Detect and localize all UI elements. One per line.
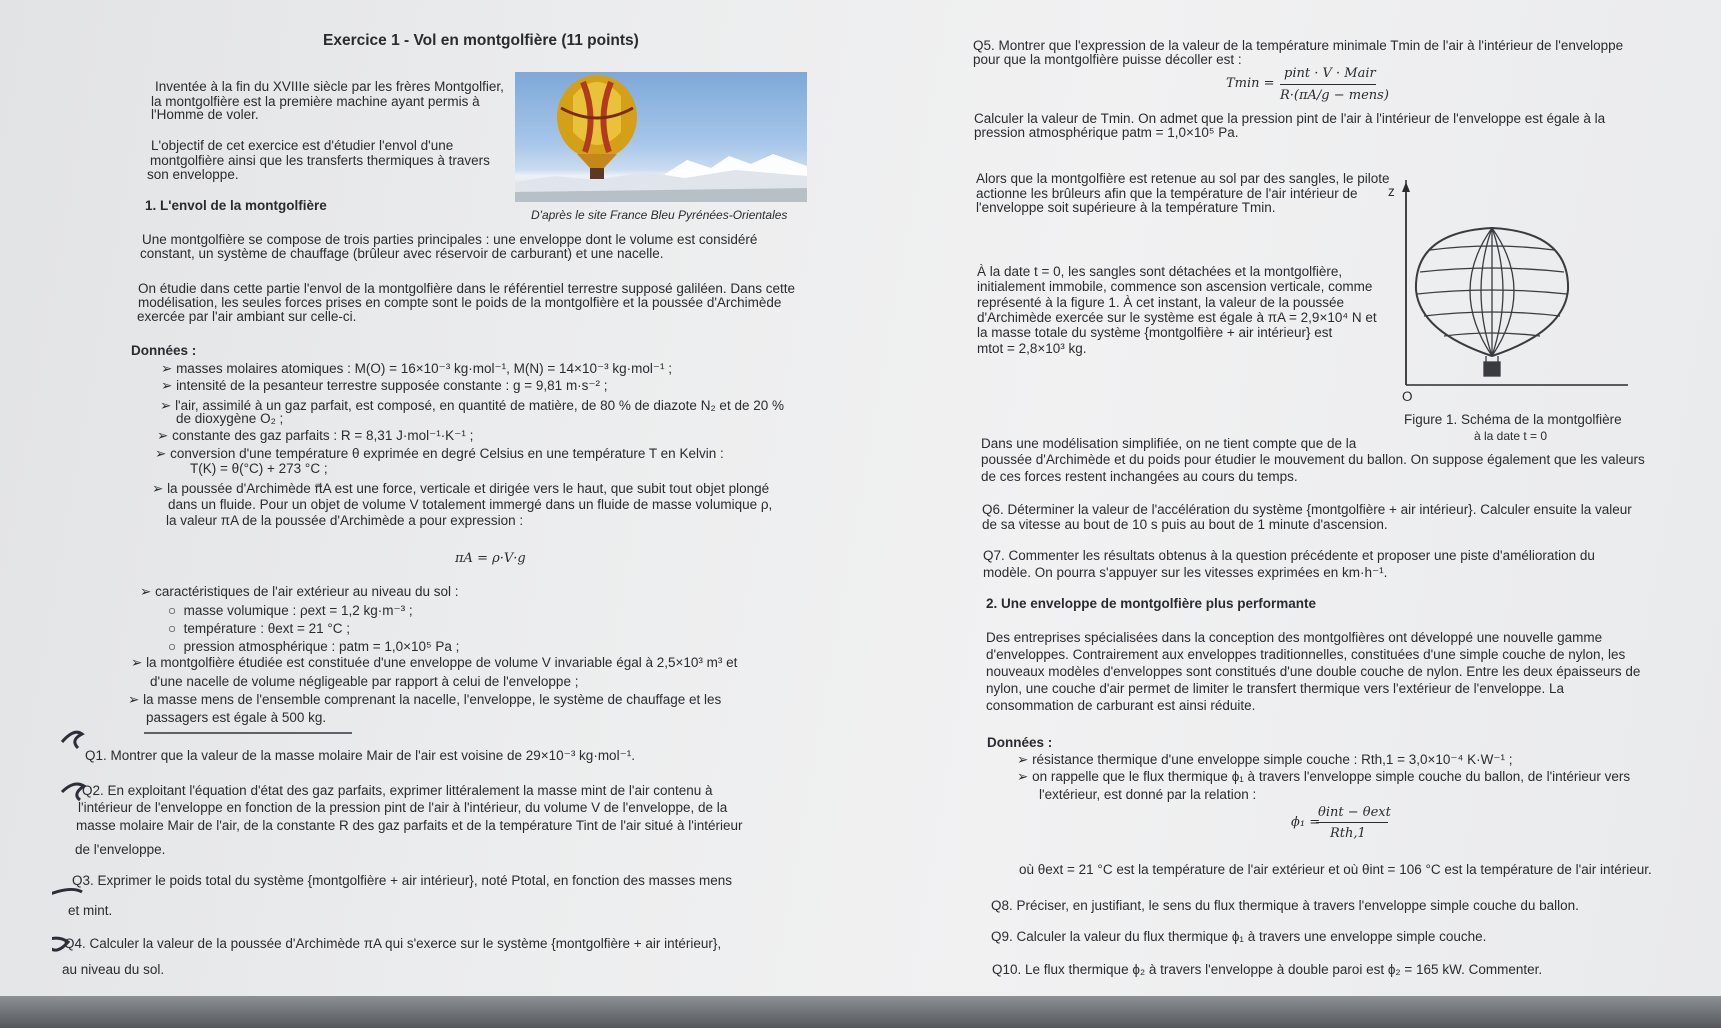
air-text: masse volumique : ρext = 1,2 kg·m⁻³ ; (183, 603, 413, 618)
air-item: ○ pression atmosphérique : patm = 1,0×10⁵ Pa ; (168, 639, 460, 654)
intro-line: la montgolfière est la première machine ayant permis à (151, 94, 480, 109)
question-q1: Q1. Montrer que la valeur de la masse molaire Mair de l'air est voisine de 29×10⁻³ kg·mol⁻¹. (85, 748, 635, 763)
question-q10: Q10. Le flux thermique ϕ₂ à travers l'enveloppe à double paroi est ϕ₂ = 165 kW. Commenter. (992, 962, 1543, 977)
data-text: T(K) = θ(°C) + 273 °C ; (190, 461, 328, 476)
paragraph-line: d'enveloppes. Contrairement aux enveloppes traditionnelles, constituées d'une simple couche de nylon, les (986, 647, 1626, 662)
question-q8: Q8. Préciser, en justifiant, le sens du flux thermique à travers l'enveloppe simple couche du ballon. (991, 898, 1579, 913)
intro-line: l'Homme de voler. (151, 107, 259, 122)
question-q2-line: l'intérieur de l'enveloppe en fonction de la pression pint de l'air à l'intérieur, du volume V de l'enveloppe, de la (78, 800, 728, 815)
objective-line: montgolfière ainsi que les transferts thermiques à travers (150, 153, 490, 168)
paragraph-line: constant, un système de chauffage (brûleur avec réservoir de carburant) et une nacelle. (140, 246, 664, 261)
data-item: ➢ intensité de la pesanteur terrestre supposée constante : g = 9,81 m·s⁻² ; (161, 378, 608, 393)
section-2-title: 2. Une enveloppe de montgolfière plus performante (986, 596, 1317, 611)
question-q4: Q4. Calculer la valeur de la poussée d'Archimède πA qui s'exerce sur le système {montgolfière + air intérieur}, (64, 936, 722, 951)
temperature-note: où θext = 21 °C est la température de l'air extérieur et où θint = 106 °C est la température de l'air intérieur. (1019, 862, 1652, 877)
paragraph-line: nouveaux modèles d'enveloppes sont constitués d'une double couche de nylon. Entre les deux épaisseurs de (986, 664, 1641, 679)
question-q3: Q3. Exprimer le poids total du système {montgolfière + air intérieur}, noté Ptotal, en fonction des masses mens (72, 873, 732, 888)
data-text: dans un fluide. Pour un objet de volume V totalement immergé dans un fluide de masse volumique ρ, (168, 497, 773, 512)
air-text: température : θext = 21 °C ; (183, 621, 351, 636)
question-q2: Q2. En exploitant l'équation d'état des gaz parfaits, exprimer littéralement la masse mint de l'air contenu à (82, 783, 713, 798)
paragraph-line: Alors que la montgolfière est retenue au sol par des sangles, le pilote (976, 171, 1390, 186)
data-item: ➢ la poussée d'Archimède π⃗A est une force, verticale et dirigée vers le haut, que subit tout objet plongé (152, 481, 770, 496)
paragraph-line: nylon, une couche d'air permet de limiter le transfert thermique vers l'extérieur de l'enveloppe. La (986, 681, 1565, 696)
data-text: caractéristiques de l'air extérieur au niveau du sol : (155, 584, 459, 599)
image-caption: D'après le site France Bleu Pyrénées-Orientales (531, 208, 788, 222)
paragraph-line: exercée par l'air ambiant sur celle-ci. (137, 309, 357, 324)
intro-line: Inventée à la fin du XVIIIe siècle par les frères Montgolfier, (155, 79, 504, 94)
data-text: d'une nacelle de volume négligeable par rapport à celui de l'enveloppe ; (150, 674, 579, 689)
paragraph-line: représenté à la figure 1. À cet instant, la valeur de la poussée (977, 295, 1344, 310)
axis-z-label: z (1388, 184, 1395, 199)
data-item: ➢ résistance thermique d'une enveloppe simple couche : Rth,1 = 3,0×10⁻⁴ K·W⁻¹ ; (1017, 752, 1513, 767)
data-text: constante des gaz parfaits : R = 8,31 J·mol⁻¹·K⁻¹ ; (172, 428, 474, 443)
donnees-title: Données : (987, 735, 1053, 750)
fraction-bar (1316, 822, 1388, 823)
question-q6-line: de sa vitesse au bout de 10 s puis au bout de 1 minute d'ascension. (982, 517, 1388, 532)
data-text: conversion d'une température θ exprimée en degré Celsius en une température T en Kelvin : (170, 446, 724, 461)
section-1-title: 1. L'envol de la montgolfière (145, 198, 327, 213)
air-item: ○ masse volumique : ρext = 1,2 kg·m⁻³ ; (168, 603, 413, 618)
paragraph-line: consommation de carburant est ainsi réduite. (986, 698, 1256, 713)
question-q5-line: Calculer la valeur de Tmin. On admet que la pression pint de l'air à l'intérieur de l'enveloppe est égale à la (974, 111, 1606, 126)
question-q3-line: et mint. (68, 903, 113, 918)
question-q2-line: de l'enveloppe. (75, 842, 166, 857)
data-text: l'air, assimilé à un gaz parfait, est composé, en quantité de matière, de 80 % de diazote N₂ et de 20 % (175, 398, 784, 413)
axis-origin-label: O (1402, 389, 1413, 404)
air-item: ○ température : θext = 21 °C ; (168, 621, 351, 636)
question-q5-line: pression atmosphérique patm = 1,0×10⁵ Pa. (974, 125, 1239, 140)
phi-lhs: ϕ₁ = (1291, 815, 1321, 830)
data-item: ➢ la montgolfière étudiée est constituée d'une enveloppe de volume V invariable égal à 2,5×10³ m³ et (131, 655, 738, 670)
paragraph-line: À la date t = 0, les sangles sont détachées et la montgolfière, (977, 264, 1343, 279)
question-q2-line: masse molaire Mair de l'air, de la constante R des gaz parfaits et de la température Tint de l'air situé à l'intérieur (76, 818, 743, 833)
data-text: la masse mens de l'ensemble comprenant la nacelle, l'enveloppe, le système de chauffage et les (143, 692, 722, 707)
data-text: masses molaires atomiques : M(O) = 16×10⁻³ kg·mol⁻¹, M(N) = 14×10⁻³ kg·mol⁻¹ ; (176, 361, 672, 376)
data-item: ➢ conversion d'une température θ exprimée en degré Celsius en une température T en Kelvin : (155, 446, 724, 461)
paragraph-line: Des entreprises spécialisées dans la conception des montgolfières ont développé une nouvelle gamme (986, 630, 1603, 645)
data-text: la montgolfière étudiée est constituée d'une enveloppe de volume V invariable égal à 2,5×10³ m³ et (146, 655, 738, 670)
data-text: passagers est égale à 500 kg. (146, 710, 327, 725)
paragraph-line: de ces forces restent inchangées au cours du temps. (981, 469, 1298, 484)
balloon-photo (515, 72, 807, 202)
paragraph-line: On étudie dans cette partie l'envol de la montgolfière dans le référentiel terrestre supposé galiléen. Dans cette (138, 281, 795, 296)
paragraph-line: Une montgolfière se compose de trois parties principales : une enveloppe dont le volume est considéré (142, 232, 758, 247)
data-item: ➢ masses molaires atomiques : M(O) = 16×10⁻³ kg·mol⁻¹, M(N) = 14×10⁻³ kg·mol⁻¹ ; (161, 361, 672, 376)
question-q9: Q9. Calculer la valeur du flux thermique ϕ₁ à travers une enveloppe simple couche. (991, 929, 1487, 944)
figure-caption-date: à la date t = 0 (1474, 429, 1548, 443)
paragraph-line: poussée d'Archimède et du poids pour étudier le mouvement du ballon. On suppose également que les valeurs (981, 452, 1645, 467)
paragraph-line: actionne les brûleurs afin que la température de l'air intérieur de (976, 186, 1358, 201)
paragraph-line: mtot = 2,8×10³ kg. (977, 341, 1087, 356)
data-text: de dioxygène O₂ ; (176, 411, 284, 426)
figure-1-diagram (1370, 180, 1640, 390)
question-q6: Q6. Déterminer la valeur de l'accélération du système {montgolfière + air intérieur}. Calculer ensuite la valeur (982, 502, 1632, 517)
phi-denominator: Rth,1 (1330, 826, 1366, 841)
phi-numerator: θint − θext (1318, 805, 1391, 820)
paragraph-line: l'enveloppe soit supérieure à la température Tmin. (976, 200, 1276, 215)
table-surface (0, 996, 1721, 1028)
air-text: pression atmosphérique : patm = 1,0×10⁵ Pa ; (183, 639, 460, 654)
archimede-formula: πA = ρ·V·g (455, 551, 526, 566)
data-item: ➢ caractéristiques de l'air extérieur au niveau du sol : (140, 584, 459, 599)
question-q4-line: au niveau du sol. (62, 962, 165, 977)
paragraph-line: initialement immobile, commence son ascension verticale, comme (977, 279, 1373, 294)
paragraph-line: d'Archimède exercée sur le système est égale à πA = 2,9×10⁴ N et (977, 310, 1377, 325)
data-text: la valeur πA de la poussée d'Archimède a pour expression : (166, 513, 524, 528)
tmin-numerator: pint · V · Mair (1284, 66, 1376, 81)
data-item: ➢ la masse mens de l'ensemble comprenant la nacelle, l'enveloppe, le système de chauffage et les (128, 692, 722, 707)
question-q5-line: pour que la montgolfière puisse décoller est : (973, 52, 1242, 67)
paragraph-line: Dans une modélisation simplifiée, on ne tient compte que de la (981, 436, 1357, 451)
donnees-title: Données : (131, 343, 197, 358)
paragraph-line: modélisation, les seules forces prises en compte sont le poids de la montgolfière et la poussée d'Archimède (138, 295, 782, 310)
data-text: intensité de la pesanteur terrestre supposée constante : g = 9,81 m·s⁻² ; (176, 378, 608, 393)
figure-caption: Figure 1. Schéma de la montgolfière (1404, 412, 1622, 427)
objective-line: son enveloppe. (147, 167, 239, 182)
tmin-lhs: Tmin = (1226, 76, 1275, 91)
data-text: l'extérieur, est donné par la relation : (1039, 787, 1257, 802)
exercise-title: Exercice 1 - Vol en montgolfière (11 points) (323, 32, 639, 49)
data-item: ➢ on rappelle que le flux thermique ϕ₁ à travers l'enveloppe simple couche du ballon, de l'intérieur vers (1017, 769, 1631, 784)
question-q7-line: modèle. On pourra s'appuyer sur les vitesses exprimées en km·h⁻¹. (983, 565, 1388, 580)
data-text: résistance thermique d'une enveloppe simple couche : Rth,1 = 3,0×10⁻⁴ K·W⁻¹ ; (1032, 752, 1513, 767)
objective-line: L'objectif de cet exercice est d'étudier l'envol d'une (151, 138, 454, 153)
balloon-sketch (1416, 228, 1568, 376)
paragraph-line: la masse totale du système {montgolfière + air intérieur} est (977, 325, 1333, 340)
question-q7: Q7. Commenter les résultats obtenus à la question précédente et proposer une piste d'amélioration du (983, 548, 1595, 563)
question-q5: Q5. Montrer que l'expression de la valeur de la température minimale Tmin de l'air à l'intérieur de l'enveloppe (973, 38, 1624, 53)
data-item: ➢ constante des gaz parfaits : R = 8,31 J·mol⁻¹·K⁻¹ ; (157, 428, 474, 443)
fraction-bar (1280, 84, 1376, 85)
data-item: ➢ l'air, assimilé à un gaz parfait, est composé, en quantité de matière, de 80 % de diazote N₂ et de 20 % (160, 398, 784, 413)
data-text: la poussée d'Archimède π⃗A est une force, verticale et dirigée vers le haut, que subit tout objet plongé (167, 481, 770, 496)
tmin-denominator: R·(πA/g − mens) (1280, 88, 1389, 103)
data-text: on rappelle que le flux thermique ϕ₁ à travers l'enveloppe simple couche du ballon, de l'intérieur vers (1032, 769, 1631, 784)
